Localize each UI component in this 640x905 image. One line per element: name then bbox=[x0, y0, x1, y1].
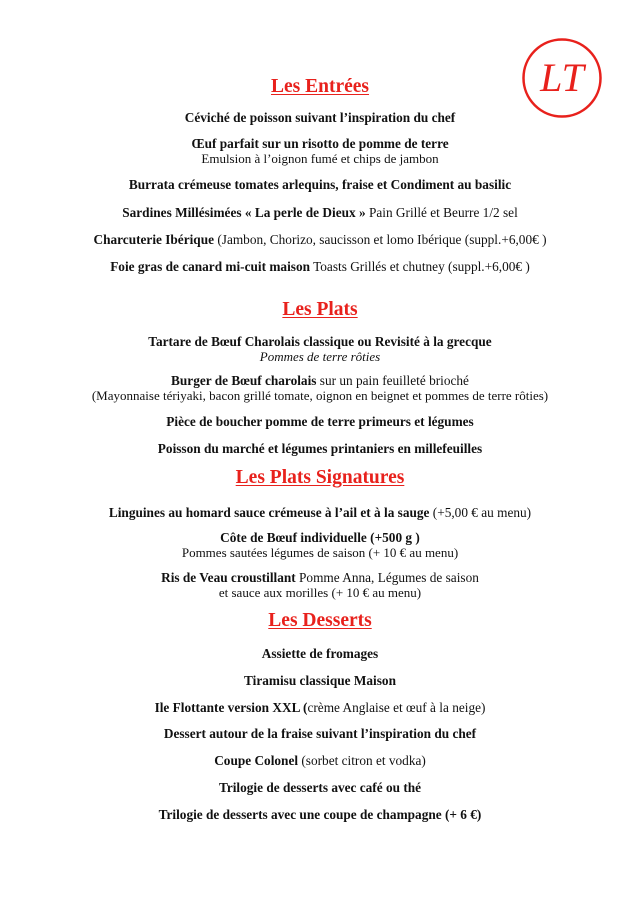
item-name: Pièce de boucher pomme de terre primeurs et légumes bbox=[166, 414, 474, 429]
item-name: Assiette de fromages bbox=[261, 646, 379, 661]
item-name: Poisson du marché et légumes printaniers en millefeuilles bbox=[157, 441, 483, 456]
item-name: Œuf parfait sur un risotto de pomme de terre bbox=[191, 136, 449, 151]
menu-item bbox=[0, 726, 640, 741]
item-name: Ris de Veau croustillant bbox=[161, 570, 296, 585]
item-name: Linguines au homard sauce crémeuse à l’ail et à la sauge bbox=[108, 505, 430, 520]
item-name: Tiramisu classique Maison bbox=[244, 673, 396, 688]
logo-text: LT bbox=[540, 55, 584, 100]
menu-item bbox=[0, 441, 640, 456]
menu-item bbox=[0, 136, 640, 166]
menu-item bbox=[0, 373, 640, 403]
item-detail: sur un pain feuilleté brioché bbox=[316, 373, 469, 388]
section-title-signatures: Les Plats Signatures bbox=[235, 467, 405, 488]
item-detail: crème Anglaise et œuf à la neige) bbox=[307, 700, 486, 715]
item-name: Ile Flottante version XXL ( bbox=[154, 700, 308, 715]
item-detail: Pomme Anna, Légumes de saison bbox=[295, 570, 479, 585]
item-name: Charcuterie Ibérique bbox=[93, 232, 215, 247]
menu-item bbox=[0, 673, 640, 688]
item-name: Foie gras de canard mi-cuit maison bbox=[110, 259, 310, 274]
menu-item bbox=[0, 505, 640, 520]
menu-item bbox=[0, 414, 640, 429]
item-detail: (sorbet citron et vodka) bbox=[298, 753, 426, 768]
item-name: Trilogie de desserts avec une coupe de champagne (+ 6 €) bbox=[158, 807, 482, 822]
item-name: Côte de Bœuf individuelle (+500 g ) bbox=[220, 530, 420, 545]
menu-item bbox=[0, 177, 640, 192]
menu-item bbox=[0, 530, 640, 560]
menu-item bbox=[0, 232, 640, 247]
item-name: Sardines Millésimées « La perle de Dieux » bbox=[122, 205, 366, 220]
item-name: Burrata crémeuse tomates arlequins, fraise et Condiment au basilic bbox=[128, 177, 512, 192]
item-name: Trilogie de desserts avec café ou thé bbox=[218, 780, 422, 795]
item-name: Coupe Colonel bbox=[214, 753, 299, 768]
menu-item bbox=[0, 570, 640, 600]
item-name: Tartare de Bœuf Charolais classique ou Revisité à la grecque bbox=[148, 334, 492, 349]
section-title-desserts: Les Desserts bbox=[268, 610, 372, 631]
section-title-entrees: Les Entrées bbox=[270, 76, 370, 97]
menu-item bbox=[0, 646, 640, 661]
section-title-plats: Les Plats bbox=[282, 299, 358, 320]
menu-item bbox=[0, 205, 640, 220]
item-description: et sauce aux morilles (+ 10 € au menu) bbox=[218, 585, 422, 600]
item-description: (Mayonnaise tériyaki, bacon grillé tomate, oignon en beignet et pommes de terre rôties) bbox=[91, 388, 549, 403]
item-name: Céviché de poisson suivant l’inspiration du chef bbox=[184, 110, 456, 125]
menu-item bbox=[0, 110, 640, 125]
menu-item bbox=[0, 753, 640, 768]
item-detail: Pain Grillé et Beurre 1/2 sel bbox=[365, 205, 518, 220]
menu-item bbox=[0, 700, 640, 715]
item-detail: (+5,00 € au menu) bbox=[429, 505, 532, 520]
menu-item bbox=[0, 807, 640, 822]
item-description: Pommes de terre rôties bbox=[259, 349, 381, 364]
menu-item bbox=[0, 334, 640, 364]
item-name: Burger de Bœuf charolais bbox=[171, 373, 317, 388]
item-detail: Toasts Grillés et chutney (suppl.+6,00€ ) bbox=[310, 259, 530, 274]
menu-item bbox=[0, 780, 640, 795]
item-name: Dessert autour de la fraise suivant l’inspiration du chef bbox=[163, 726, 477, 741]
item-detail: (Jambon, Chorizo, saucisson et lomo Ibérique (suppl.+6,00€ ) bbox=[214, 232, 547, 247]
item-description: Emulsion à l’oignon fumé et chips de jambon bbox=[201, 151, 439, 166]
menu-item bbox=[0, 259, 640, 274]
item-description: Pommes sautées légumes de saison (+ 10 € au menu) bbox=[181, 545, 459, 560]
